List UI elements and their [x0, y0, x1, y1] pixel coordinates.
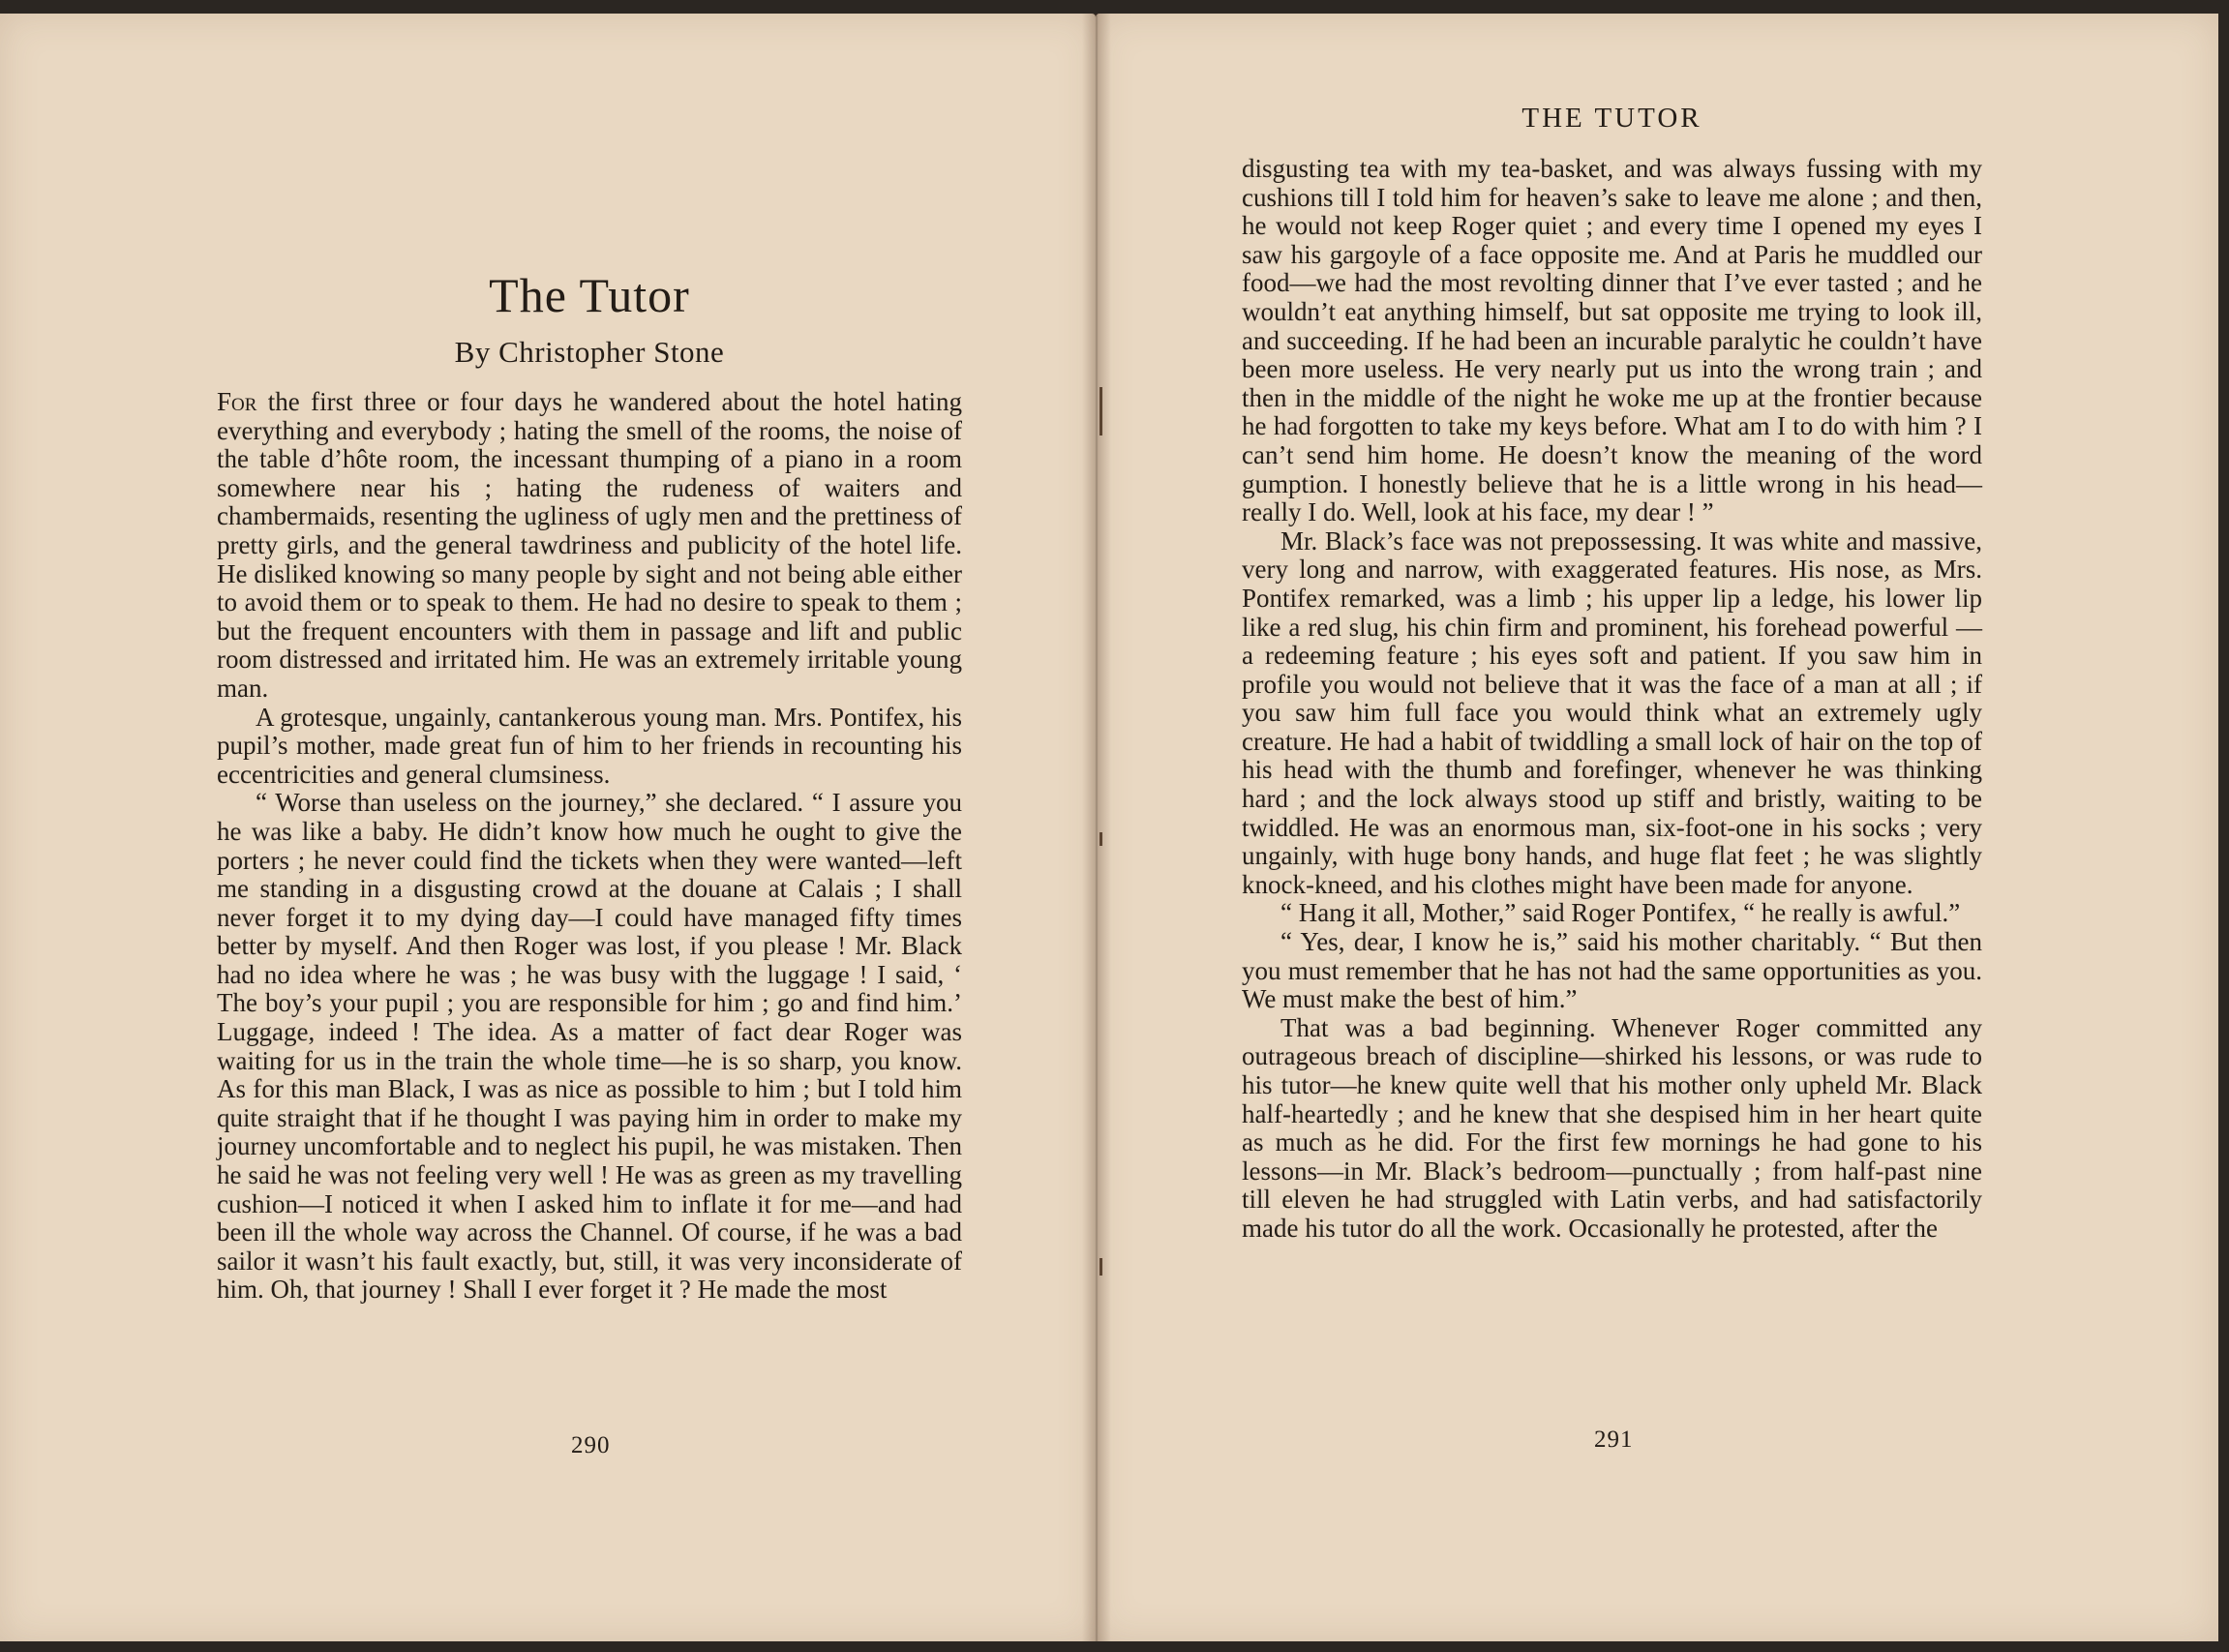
- right-page-text: [1242, 155, 1982, 1244]
- binding-thread: [1099, 1258, 1102, 1276]
- opening-word: For: [217, 387, 257, 416]
- page-number: 290: [571, 1432, 611, 1458]
- paragraph: That was a bad beginning. Whenever Roger committed any outrageous breach of discipline—shirked his lessons, or was rude to his tutor—he knew quite well that his mother only upheld Mr. Black half-heartedly ; and he knew that she despised him in her heart quite as much as he did. For the first few mornings he had gone to his lessons—in Mr. Black’s bedroom—punctually ; from half-past nine till eleven he had struggled with Latin verbs, and had satisfactorily made his tutor do all the work. Occasionally he protested, after the: [1242, 1012, 1982, 1243]
- paragraph: Mr. Black’s face was not prepossessing. It was white and massive, very long and narrow, with exaggerated features. His nose, as Mrs. Pontifex remarked, was a limb ; his upper lip a ledge, his lower lip like a red slug, his chin firm and prominent, his forehead powerful — a redeeming feature ; his eyes soft and patient. If you saw him in profile you would not believe that it was the face of a man at all ; if you saw him full face you would think what an extremely ugly creature. He had a habit of twiddling a small lock of hair on the top of his head with the thumb and forefinger, whenever he was thinking hard ; and the lock always stood up stiff and bristly, waiting to be twiddled. He was an enormous man, six-foot-one in his socks ; very ungainly, with huge bony hands, and huge flat feet ; he was slightly knock-kneed, and his clothes might have been made for anyone.: [1242, 526, 1982, 899]
- paragraph: “ Worse than useless on the journey,” she declared. “ I assure you he was like a baby. He didn’t know how much he ought to give the porters ; he never could find the tickets when they were wanted—left me standing in a disgusting crowd at the douane at Calais ; I shall never forget it to my dying day—I could have managed fifty times better by myself. And then Roger was lost, if you please ! Mr. Black had no idea where he was ; he was busy with the luggage ! I said, ‘ The boy’s your pupil ; you are responsible for him ; go and find him.’ Luggage, indeed ! The idea. As a matter of fact dear Roger was waiting for us in the train the whole time—he is so sharp, you know. As for this man Black, I was as nice as possible to him ; but I told him quite straight that if he thought I was paying him in order to make my journey uncomfortable and to neglect his pupil, he was mistaken. Then he said he was not feeling very well ! He was as green as my travelling cushion—I noticed it when I asked him to inflate it for me—and had been ill the whole way across the Channel. Of course, if he was a bad sailor it wasn’t his fault exactly, but, still, it was very inconsiderate of him. Oh, that journey ! Shall I ever forget it ? He made the most: [217, 788, 962, 1305]
- left-page-text: [217, 388, 962, 1305]
- paragraph: “ Hang it all, Mother,” said Roger Pontifex, “ he really is awful.”: [1280, 898, 1961, 928]
- page-number: 291: [1594, 1427, 1634, 1453]
- paragraph: [217, 388, 962, 704]
- book-gutter: [1082, 14, 1111, 1641]
- paragraph: disgusting tea with my tea-basket, and was always fussing with my cushions till I told him for heaven’s sake to leave me alone ; and then, he would not keep Roger quiet ; and every time I opened my eyes I saw his gargoyle of a face opposite me. And at Paris he muddled our food—we had the most revolting dinner that I’ve ever tasted ; and he wouldn’t eat anything himself, but sat opposite me trying to look ill, and succeeding. If he had been an incurable paralytic he couldn’t have been more useless. He very nearly put us into the wrong train ; and then in the middle of the night he woke me up at the frontier because he had forgotten to take my keys before. What am I to do with him ? I can’t send him home. He doesn’t know the meaning of the word gumption. I honestly believe that he is a little wrong in his head—really I do. Well, look at his face, my dear ! ”: [1242, 154, 1982, 527]
- paragraph: “ Yes, dear, I know he is,” said his mother charitably. “ But then you must remember that he has not had the same opportunities as you. We must make the best of him.”: [1242, 927, 1982, 1014]
- paragraph-text: the first three or four days he wandered about the hotel hating everything and everybody ; hating the smell of the rooms, the noise of the table d’hôte room, the incessant thumping of a piano in a room somewhere near his ; hating the rudeness of waiters and chambermaids, resenting the ugliness of ugly men and the prettiness of pretty girls, and the general tawdriness and publicity of the hotel life. He disliked knowing so many people by sight and not being able either to avoid them or to speak to them. He had no desire to speak to them ; but the frequent encounters with them in passage and lift and public room distressed and irritated him. He was an extremely irritable young man.: [217, 387, 962, 703]
- story-title: The Tutor: [489, 268, 690, 322]
- story-byline: By Christopher Stone: [454, 335, 725, 369]
- binding-thread: [1099, 387, 1102, 436]
- running-head: THE TUTOR: [1521, 103, 1702, 134]
- binding-thread: [1099, 832, 1102, 846]
- paragraph: A grotesque, ungainly, cantankerous young man. Mrs. Pontifex, his pupil’s mother, made great fun of him to her friends in recounting his eccentricities and general clumsiness.: [217, 702, 962, 789]
